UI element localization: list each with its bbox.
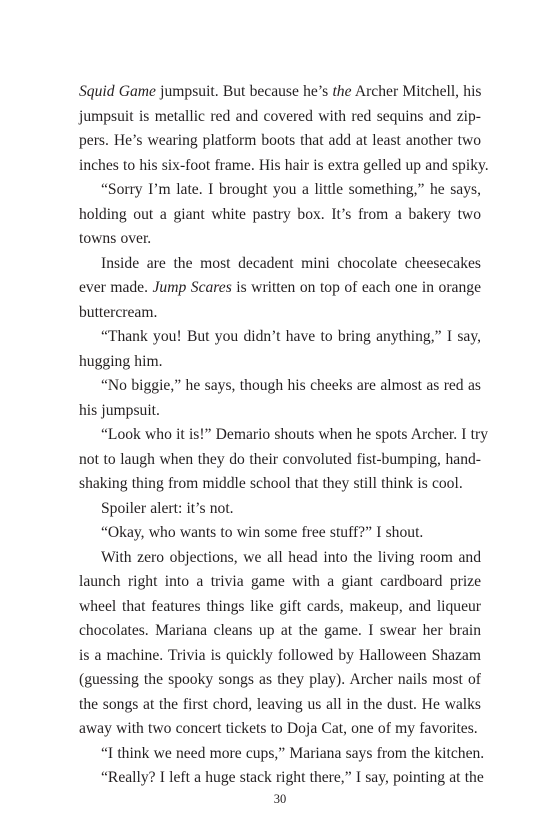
text-line [79,717,481,742]
text-segment: his jumpsuit. [79,401,160,419]
text-segment: “I think we need more cups,” Mariana says from the kitchen. [101,744,485,762]
text-segment: jumpsuit. But because he’s [155,83,333,100]
text-segment: “Really? I left a huge stack right there,” I say, pointing at the [101,769,484,786]
text-line [79,497,481,522]
text-line [79,350,481,375]
text-line [79,301,481,326]
text-line [79,644,481,669]
italic-text: Squid Game [79,83,156,100]
text-line [79,276,481,301]
text-segment: holding out a giant white pastry box. It’s from a bakery two [79,205,481,223]
text-segment: “Sorry I’m late. I brought you a little something,” he says, [101,181,481,198]
italic-text: the [332,83,352,100]
text-line [79,619,481,644]
text-segment: “No biggie,” he says, though his cheeks are almost as red as [101,377,481,394]
page-number: 30 [273,792,287,806]
text-segment: the songs at the first chord, leaving us all in the dust. He walks [79,695,481,713]
text-segment: not to laugh when they do their convoluted fist-bumping, hand- [79,450,481,468]
text-line [79,129,481,154]
italic-text: Jump Scares [152,279,232,296]
text-segment: towns over. [79,230,152,247]
text-segment: shaking thing from middle school that they still think is cool. [79,475,463,492]
text-segment: “Thank you! But you didn’t have to bring anything,” I say, [101,328,481,345]
text-line [79,203,481,228]
text-segment: Archer Mitchell, his [351,83,482,100]
text-segment: ever made. [79,279,153,296]
text-line [79,80,481,105]
text-line [79,227,481,252]
text-line [79,399,481,424]
text-line [79,325,481,350]
text-line [79,595,481,620]
text-segment: jumpsuit is metallic red and covered with red sequins and zip- [79,107,481,125]
text-line [79,105,481,130]
text-segment: “Look who it is!” Demario shouts when he spots Archer. I try [101,426,489,443]
text-line [79,374,481,399]
text-line [79,766,484,791]
text-segment: is written on top of each one in orange [231,279,481,296]
text-line [79,423,489,448]
text-segment: buttercream. [79,303,158,321]
text-segment: chocolates. Mariana cleans up at the game. I swear her brain [79,622,481,639]
text-segment: wheel that features things like gift cards, makeup, and liqueur [79,597,481,615]
text-segment: pers. He’s wearing platform boots that add at least another two [79,132,481,149]
text-line [79,252,481,277]
text-segment: away with two concert tickets to Doja Cat, one of my favorites. [79,720,478,737]
text-segment: Spoiler alert: it’s not. [101,499,234,517]
text-line [79,570,481,595]
text-segment: launch right into a trivia game with a giant cardboard prize [79,573,481,590]
text-segment: inches to his six-foot frame. His hair is extra gelled up and spiky. [79,156,489,174]
text-segment: is a machine. Trivia is quickly followed by Halloween Shazam [79,646,481,664]
text-segment: “Okay, who wants to win some free stuff?” I shout. [101,524,424,541]
text-segment: Inside are the most decadent mini chocolate cheesecakes [101,254,481,272]
text-line [79,472,481,497]
text-line [79,448,481,473]
text-line [79,154,489,179]
text-line [79,668,481,693]
text-segment: (guessing the spooky songs as they play). Archer nails most of [79,671,481,688]
text-line [79,178,481,203]
text-line [79,546,481,571]
page-body [79,80,489,791]
text-line [79,521,481,546]
text-segment: hugging him. [79,352,163,370]
text-line [79,693,481,718]
text-line [79,742,485,767]
text-segment: With zero objections, we all head into the living room and [101,548,481,566]
